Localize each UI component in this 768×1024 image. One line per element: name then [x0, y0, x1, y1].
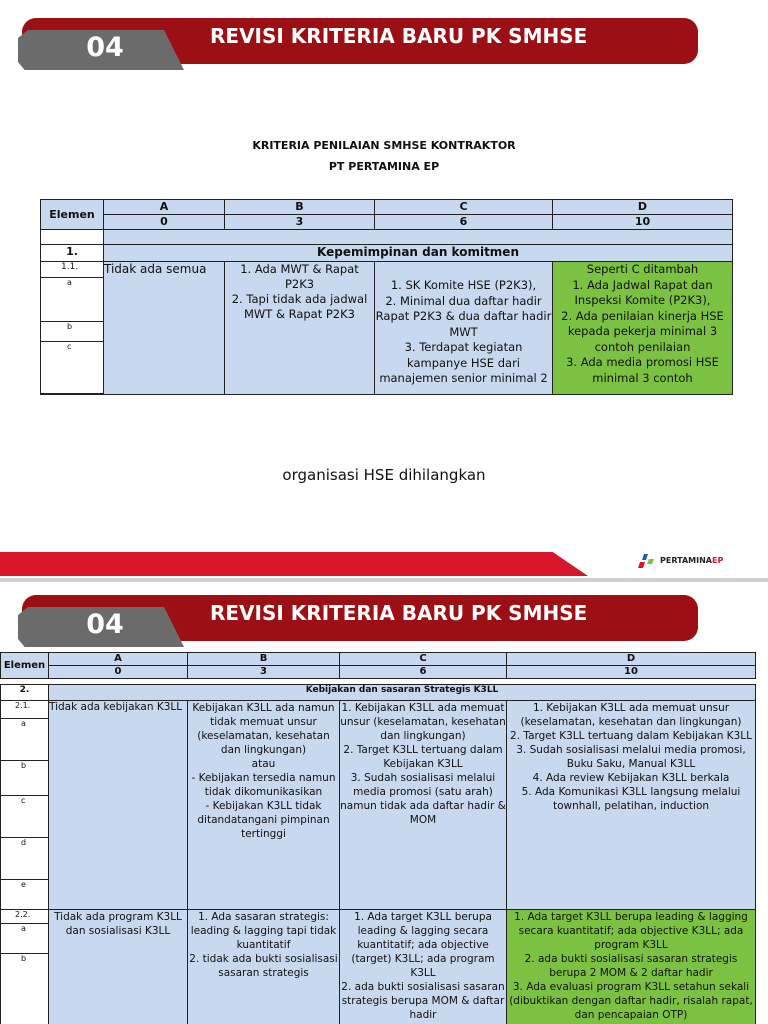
sub-row-label: b — [41, 322, 104, 342]
col-header-a: A — [104, 200, 225, 215]
sub-row-label: b — [1, 761, 49, 796]
criteria-cell-d: 1. Ada target K3LL berupa leading & lagging secara kuantitatif; ada objective K3LL; ada program K3LL 2. ada bukti sosialisasi sasaran strategis berupa 2 MOM & 2 daftar hadir 3. Ada evaluasi program K3LL setahun sekali (dibuktikan dengan daftar hadir, risalah rapat, dan pencapaian OTP) — [507, 910, 756, 1024]
section-title: Kepemimpinan dan komitmen — [104, 245, 733, 262]
spacer-row — [104, 230, 733, 245]
sub-row-label: 2.2. — [1, 910, 49, 924]
criteria-cell-b: 1. Ada MWT & Rapat P2K3 2. Tapi tidak ada jadwal MWT & Rapat P2K3 — [225, 262, 375, 395]
sub-row-label: d — [1, 838, 49, 880]
banner-title: REVISI KRITERIA BARU PK SMHSE — [210, 601, 588, 625]
banner-number: 04 — [86, 609, 124, 640]
sub-row-label: c — [41, 342, 104, 394]
criteria-cell-c: 1. SK Komite HSE (P2K3), 2. Minimal dua daftar hadir Rapat P2K3 & dua daftar hadir MWT 3. Terdapat kegiatan kampanye HSE dari manajemen senior minimal 2 — [375, 262, 553, 395]
section-title: Kebijakan dan sasaran Strategis K3LL — [49, 685, 756, 701]
criteria-cell-b: Kebijakan K3LL ada namun tidak memuat unsur (keselamatan, kesehatan dan lingkungan) atau - Kebijakan tersedia namun tidak dikomunikasikan - Kebijakan K3LL tidak ditandatangani pimpinan tertinggi — [188, 701, 340, 910]
score-b: 3 — [188, 666, 340, 679]
elemen-header: Elemen — [41, 200, 104, 230]
col-header-c: C — [340, 653, 507, 666]
score-a: 0 — [49, 666, 188, 679]
slide-header-banner — [0, 18, 768, 70]
section-number: 1. — [41, 245, 104, 262]
slide-2 — [0, 578, 768, 1024]
criteria-cell-c: 1. Ada target K3LL berupa leading & lagging secara kuantitatif; ada objective (target) K3LL; ada program K3LL 2. ada bukti sosialisasi sasaran strategis berupa MOM & daftar hadir — [340, 910, 507, 1024]
criteria-cell-a: Tidak ada program K3LL dan sosialisasi K3LL — [49, 910, 188, 1024]
score-a: 0 — [104, 215, 225, 230]
slide-note: organisasi HSE dihilangkan — [282, 466, 486, 484]
criteria-table-2 — [0, 652, 756, 1024]
slide-header-banner — [0, 595, 768, 647]
sub-row-label: c — [1, 796, 49, 838]
score-c: 6 — [340, 666, 507, 679]
col-header-b: B — [188, 653, 340, 666]
logo-suffix: EP — [711, 556, 724, 565]
logo-text: PERTAMINA — [660, 556, 712, 565]
col-header-b: B — [225, 200, 375, 215]
doc-subtitle: PT PERTAMINA EP — [328, 160, 440, 173]
criteria-cell-a: Tidak ada semua — [104, 262, 225, 395]
sub-row-label: e — [1, 880, 49, 910]
col-header-c: C — [375, 200, 553, 215]
criteria-cell-b: 1. Ada sasaran strategis: leading & lagging tapi tidak kuantitatif 2. tidak ada bukti sosialisasi sasaran strategis — [188, 910, 340, 1024]
col-header-d: D — [553, 200, 733, 215]
spacer-cell — [41, 230, 104, 245]
criteria-table-1 — [40, 199, 733, 395]
score-d: 10 — [553, 215, 733, 230]
pertamina-logo-icon — [638, 554, 656, 570]
criteria-cell-d: 1. Kebijakan K3LL ada memuat unsur (keselamatan, kesehatan dan lingkungan) 2. Target K3LL tertuang dalam Kebijakan K3LL 3. Sudah sosialisasi melalui media promosi, Buku Saku, Manual K3LL 4. Ada review Kebijakan K3LL berkala 5. Ada Komunikasi K3LL langsung melalui townhall, pelatihan, induction — [507, 701, 756, 910]
col-header-a: A — [49, 653, 188, 666]
elemen-header: Elemen — [1, 653, 49, 679]
footer-red-bar — [0, 552, 588, 576]
banner-title: REVISI KRITERIA BARU PK SMHSE — [210, 24, 588, 48]
sub-row-label: 1.1. — [41, 262, 104, 278]
sub-row-label: 2.1. — [1, 701, 49, 719]
sub-row-label: a — [1, 719, 49, 761]
criteria-cell-c: 1. Kebijakan K3LL ada memuat unsur (keselamatan, kesehatan dan lingkungan) 2. Target K3LL tertuang dalam Kebijakan K3LL 3. Sudah sosialisasi melalui media promosi (satu arah) namun tidak ada daftar hadir & MOM — [340, 701, 507, 910]
col-header-d: D — [507, 653, 756, 666]
banner-number: 04 — [86, 32, 124, 63]
score-b: 3 — [225, 215, 375, 230]
score-c: 6 — [375, 215, 553, 230]
sub-row-label: b — [1, 954, 49, 1024]
criteria-cell-a: Tidak ada kebijakan K3LL — [49, 701, 188, 910]
criteria-cell-d: Seperti C ditambah 1. Ada Jadwal Rapat dan Inspeksi Komite (P2K3), 2. Ada penilaian kinerja HSE kepada pekerja minimal 3 contoh penilaian 3. Ada media promosi HSE minimal 3 contoh — [553, 262, 733, 395]
section-number: 2. — [1, 685, 49, 701]
sub-row-label: a — [1, 924, 49, 954]
score-d: 10 — [507, 666, 756, 679]
sub-row-label: a — [41, 278, 104, 322]
doc-title: KRITERIA PENILAIAN SMHSE KONTRAKTOR — [252, 139, 516, 152]
